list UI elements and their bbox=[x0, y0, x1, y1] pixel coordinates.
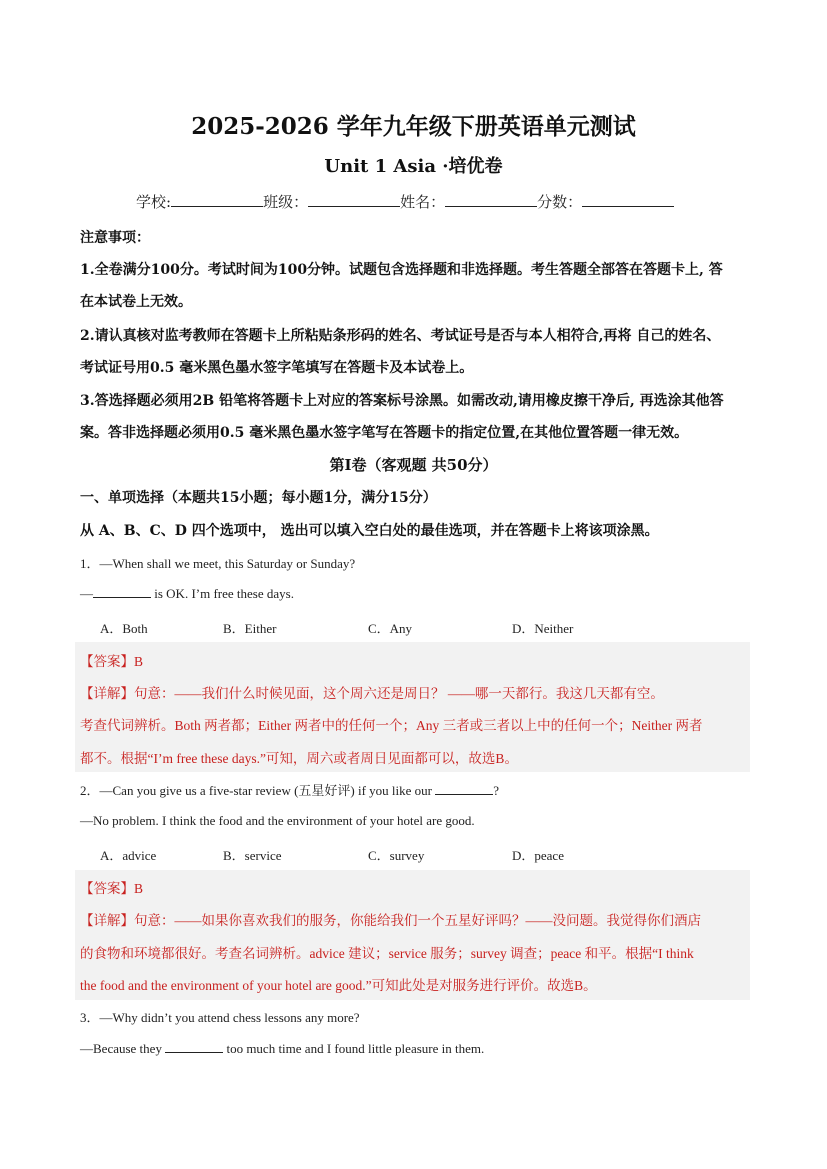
question-3-line-1: 3．—Why didn’t you attend chess lessons any more? bbox=[80, 1010, 360, 1025]
question-3-line-2: —Because they too much time and I found little pleasure in them. bbox=[80, 1041, 485, 1056]
notice-line: 1.全卷满分100分。考试时间为100分钟。试题包含选择题和非选择题。考生答题全部答在答题卡上, 答 bbox=[80, 262, 723, 278]
answer-blank[interactable] bbox=[435, 782, 493, 795]
question-2-detail: 的食物和环境都很好。考查名词辨析。advice 建议；service 服务；survey 调查；peace 和平。根据“I think bbox=[80, 946, 694, 961]
question-2-detail: 【详解】句意：——如果你喜欢我们的服务，你能给我们一个五星好评吗？——没问题。我觉得你们酒店 bbox=[80, 913, 701, 928]
answer-blank[interactable] bbox=[93, 585, 151, 598]
volume-heading: 第Ⅰ卷（客观题 共50分） bbox=[329, 456, 498, 474]
name-blank[interactable] bbox=[445, 192, 537, 207]
notice-heading: 注意事项： bbox=[80, 230, 150, 246]
question-1-line-1: 1．—When shall we meet, this Saturday or Sunday? bbox=[80, 556, 356, 571]
answer-blank[interactable] bbox=[165, 1040, 223, 1053]
question-2-option-d[interactable]: D．peace bbox=[512, 848, 564, 863]
question-2-answer: 【答案】B bbox=[80, 881, 144, 896]
score-label: 分数： bbox=[537, 193, 583, 211]
question-1-answer: 【答案】B bbox=[80, 654, 144, 669]
class-label: 班级： bbox=[263, 193, 309, 211]
question-1-option-d[interactable]: D．Neither bbox=[512, 621, 574, 636]
question-1-detail: 都不。根据“I’m free these days.”可知，周六或者周日见面都可以，故选B。 bbox=[80, 751, 518, 766]
question-2-option-a[interactable]: A．advice bbox=[100, 848, 157, 863]
question-1-detail: 考查代词辨析。Both 两者都；Either 两者中的任何一个；Any 三者或三者以上中的任何一个；Neither 两者 bbox=[80, 718, 703, 733]
notice-line: 案。答非选择题必须用0.5 毫米黑色墨水签字笔写在答题卡的指定位置,在其他位置答题一律无效。 bbox=[80, 425, 689, 441]
question-2-line-2: —No problem. I think the food and the environment of your hotel are good. bbox=[80, 813, 475, 828]
question-1-option-a[interactable]: A．Both bbox=[100, 621, 148, 636]
name-label: 姓名： bbox=[400, 193, 446, 211]
question-1-line-2: — is OK. I’m free these days. bbox=[80, 586, 294, 601]
question-1-detail: 【详解】句意：——我们什么时候见面，这个周六还是周日？ ——哪一天都行。我这几天都有空。 bbox=[80, 686, 664, 701]
school-label: 学校: bbox=[136, 193, 172, 211]
page-title: 2025-2026 学年九年级下册英语单元测试 bbox=[191, 113, 636, 140]
section-heading: 一、单项选择（本题共15小题；每小题1分，满分15分） bbox=[80, 490, 437, 506]
question-2-option-c[interactable]: C．survey bbox=[368, 848, 425, 863]
question-1-option-b[interactable]: B．Either bbox=[223, 621, 277, 636]
notice-line: 考试证号用0.5 毫米黑色墨水签字笔填写在答题卡及本试卷上。 bbox=[80, 360, 474, 376]
question-2-option-b[interactable]: B．service bbox=[223, 848, 282, 863]
score-blank[interactable] bbox=[582, 192, 674, 207]
page-subtitle: Unit 1 Asia ·培优卷 bbox=[324, 156, 503, 177]
question-2-detail: the food and the environment of your hotel are good.”可知此处是对服务进行评价。故选B。 bbox=[80, 978, 597, 993]
question-1-option-c[interactable]: C．Any bbox=[368, 621, 413, 636]
notice-line: 3.答选择题必须用2B 铅笔将答题卡上对应的答案标号涂黑。如需改动,请用橡皮擦干净后, 再选涂其他答 bbox=[80, 393, 724, 409]
student-info-fields bbox=[136, 191, 674, 212]
class-blank[interactable] bbox=[308, 192, 400, 207]
notice-line: 2.请认真核对监考教师在答题卡上所粘贴条形码的姓名、考试证号是否与本人相符合,再将 自己的姓名、 bbox=[80, 328, 721, 344]
school-blank[interactable] bbox=[171, 192, 263, 207]
section-instruction: 从 A、B、C、D 四个选项中， 选出可以填入空白处的最佳选项，并在答题卡上将该项涂黑。 bbox=[80, 523, 659, 539]
notice-line: 在本试卷上无效。 bbox=[80, 294, 192, 310]
question-2-line-1: 2．—Can you give us a five-star review (五星好评) if you like our ? bbox=[80, 783, 500, 798]
